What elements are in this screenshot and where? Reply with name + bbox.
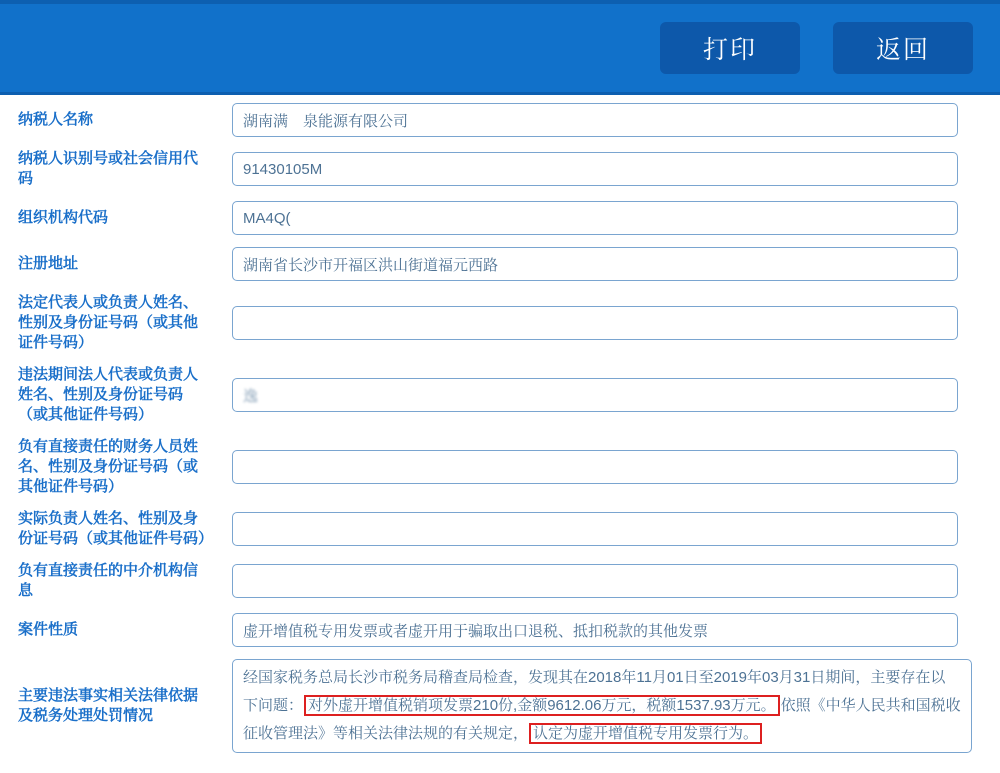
field-label-registered-address: 注册地址	[18, 255, 79, 272]
field-input-responsible-intermediary[interactable]	[232, 564, 958, 598]
field-label-legal-representative: 法定代表人或负责人姓名、性别及身份证号码（或其他证件号码）	[18, 294, 199, 351]
plain-text: 经国家税务总局长沙市税务局稽查局检查，发现其在2018年11月01日至2019年03月31日期间，主要存在以	[243, 669, 946, 686]
field-value: MA4Q(	[243, 209, 291, 227]
field-value: 虚开增值税专用发票或者虚开用于骗取出口退税、抵扣税款的其他发票	[243, 622, 709, 640]
form-row-legal-representative	[18, 293, 958, 353]
form-row-actual-person-in-charge	[18, 509, 958, 549]
plain-text: 征收管理法》等相关法律法规的有关规定，	[243, 725, 529, 742]
field-label-responsible-intermediary: 负有直接责任的中介机构信息	[18, 562, 199, 599]
field-label-legal-representative-during-violation: 违法期间法人代表或负责人姓名、性别及身份证号码（或其他证件号码）	[18, 366, 199, 423]
field-input-taxpayer-id[interactable]	[232, 152, 958, 186]
field-wrapper	[232, 247, 958, 281]
field-input-taxpayer-name[interactable]	[232, 103, 958, 137]
field-input-case-nature[interactable]	[232, 613, 958, 647]
field-label-org-code: 组织机构代码	[18, 209, 109, 226]
form-row-legal-representative-during-violation	[18, 365, 958, 425]
text-line	[243, 720, 961, 748]
form-row-taxpayer-id	[18, 149, 958, 189]
form-row-violation-facts	[18, 659, 961, 753]
field-textarea-violation-facts[interactable]	[232, 659, 972, 753]
field-wrapper	[232, 152, 958, 186]
form-row-registered-address	[18, 247, 958, 281]
field-value: 逸	[243, 387, 259, 405]
field-label-violation-facts: 主要违法事实相关法律依据及税务处理处罚情况	[18, 687, 199, 724]
plain-text: 下问题：	[243, 697, 304, 714]
field-wrapper	[232, 450, 958, 484]
print-button[interactable]: 打印	[660, 22, 800, 74]
form-row-case-nature	[18, 613, 958, 647]
field-wrapper	[232, 512, 958, 546]
field-value: 91430105M	[243, 160, 323, 178]
header-bar	[0, 0, 1000, 95]
field-input-actual-person-in-charge[interactable]	[232, 512, 958, 546]
form-row-responsible-finance-staff	[18, 437, 958, 497]
plain-text: 依照《中华人民共和国税收	[780, 697, 961, 714]
detail-form	[0, 95, 1000, 753]
form-row-responsible-intermediary	[18, 561, 958, 601]
field-input-legal-representative[interactable]	[232, 306, 958, 340]
field-input-responsible-finance-staff[interactable]	[232, 450, 958, 484]
field-wrapper	[232, 659, 972, 753]
field-label-responsible-finance-staff: 负有直接责任的财务人员姓名、性别及身份证号码（或其他证件号码）	[18, 438, 199, 495]
field-input-registered-address[interactable]	[232, 247, 958, 281]
field-wrapper	[232, 378, 958, 412]
field-value: 湖南满 泉能源有限公司	[243, 112, 409, 130]
field-label-case-nature: 案件性质	[18, 621, 79, 638]
highlighted-text: 认定为虚开增值税专用发票行为。	[529, 723, 762, 744]
highlighted-text: 对外虚开增值税销项发票210份,金额9612.06万元，税额1537.93万元。	[304, 695, 780, 716]
field-input-legal-representative-during-violation[interactable]	[232, 378, 958, 412]
text-line	[243, 664, 961, 692]
form-row-taxpayer-name	[18, 103, 958, 137]
text-line	[243, 692, 961, 720]
form-row-org-code	[18, 201, 958, 235]
field-label-actual-person-in-charge: 实际负责人姓名、性别及身份证号码（或其他证件号码）	[18, 510, 214, 547]
field-value: 湖南省长沙市开福区洪山街道福元西路	[243, 256, 499, 274]
field-label-taxpayer-id: 纳税人识别号或社会信用代码	[18, 150, 199, 187]
field-input-org-code[interactable]	[232, 201, 958, 235]
field-wrapper	[232, 613, 958, 647]
back-button[interactable]: 返回	[833, 22, 973, 74]
field-wrapper	[232, 201, 958, 235]
field-wrapper	[232, 306, 958, 340]
field-wrapper	[232, 103, 958, 137]
field-label-taxpayer-name: 纳税人名称	[18, 111, 94, 128]
field-wrapper	[232, 564, 958, 598]
